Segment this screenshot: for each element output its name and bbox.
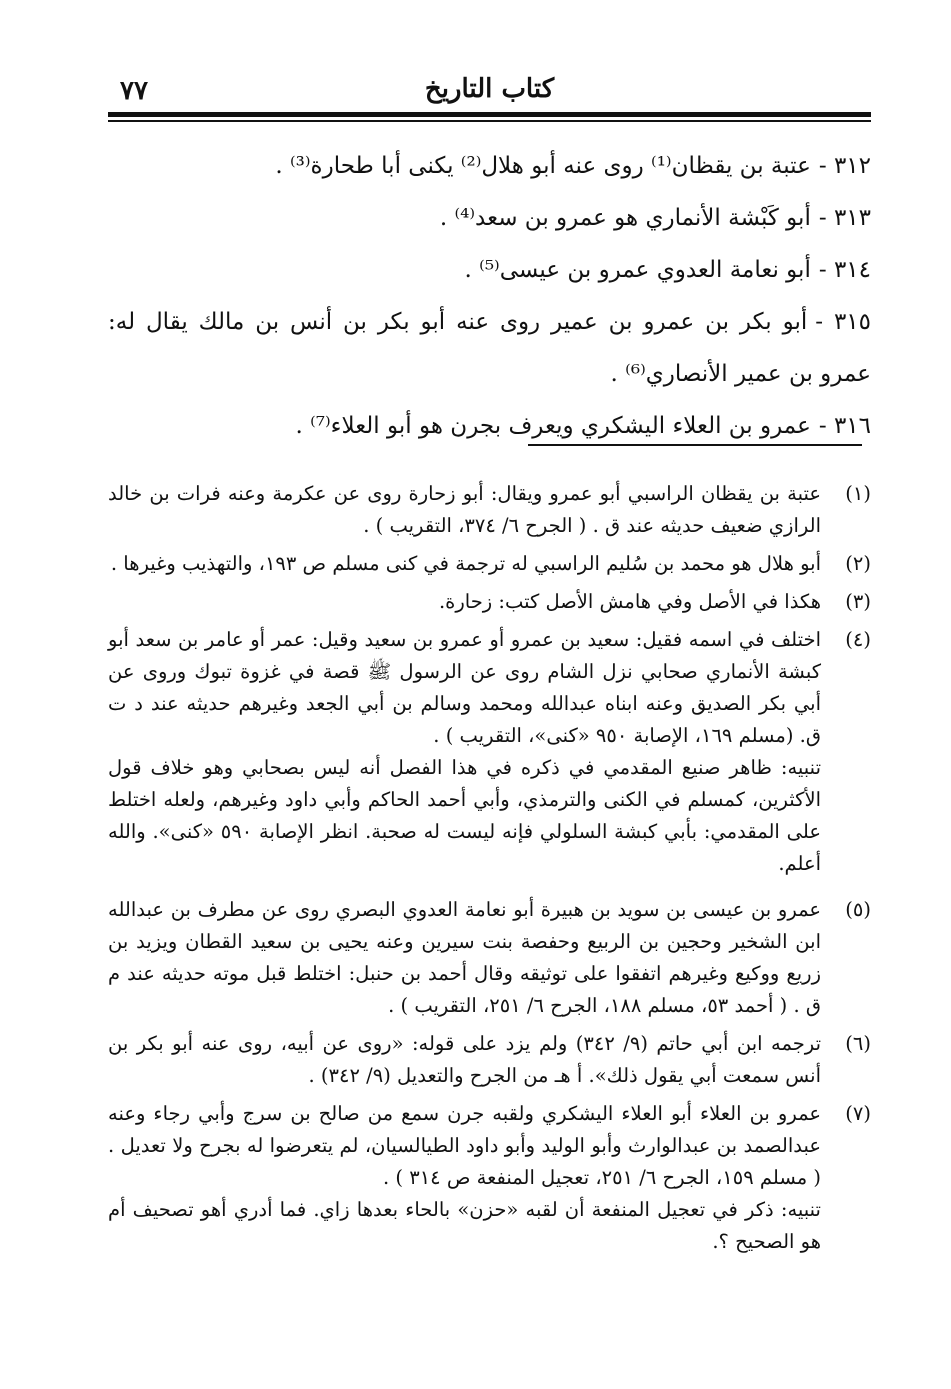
footnote-number: (٢) [845,552,871,575]
footnotes-list [108,478,871,1264]
page-header [108,72,871,112]
entry-312 [108,140,871,192]
footnote-text: اختلف في اسمه فقيل: سعيد بن عمرو أو عمرو بن سعيد وقيل: عمر أو عامر بن سعد أبو كبشة الأنماري صحابي نزل الشام روى عن الرسول ﷺ قصة في غزوة تبوك وروى عن أبي بكر الصديق وعنه ابناه عبدالله ومحمد وسالم بن أبي الجعد وغيرهم حديثه عند د ت ق. (مسلم ١٦٩، الإصابة ٩٥٠ «كنى»، التقريب ) . [108,628,821,747]
footnote-4 [108,624,871,880]
footnote-number: (٦) [845,1032,871,1055]
entry-text: أبو بكر بن عمرو بن عمير روى عنه أبو بكر بن أنس بن مالك يقال له: عمرو بن عمير الأنصاري⁽⁶⁾ . [108,309,871,387]
entry-number: ٣١٥ - [815,309,871,335]
footnote-6 [108,1028,871,1092]
footnote-text: عمرو بن عيسى بن سويد بن هبيرة أبو نعامة العدوي البصري روى عن مطرف بن عبدالله ابن الشخير وحجين بن الربيع وحفصة بنت سيرين وعنه يحيى بن سعيد القطان ويزيد بن زريع ووكيع وغيرهم اتفقوا على توثيقه وقال أحمد بن حنبل: اختلط قبل موته حديثه عند م ق . ( أحمد ٥٣، مسلم ١٨٨، الجرح ٦/ ٢٥١، التقريب ) . [108,898,821,1017]
footnote-number: (٥) [845,898,871,921]
entry-315 [108,296,871,400]
entry-number: ٣١٦ - [818,413,871,439]
entry-313 [108,192,871,244]
book-title: كتاب التاريخ [424,74,555,104]
entry-number: ٣١٣ - [818,205,871,231]
footnote-2 [108,548,871,580]
header-rule-thick [108,112,871,117]
footnote-number: (٣) [845,590,871,613]
entry-text: أبو نعامة العدوي عمرو بن عيسى⁽⁵⁾ . [464,257,811,283]
entry-text: عمرو بن العلاء اليشكري ويعرف بجرن هو أبو العلاء⁽⁷⁾ . [295,413,811,439]
footnote-5 [108,894,871,1022]
entry-314 [108,244,871,296]
footnote-7 [108,1098,871,1258]
page-number: ٧٧ [120,76,148,106]
footnote-note: تنبيه: ذكر في تعجيل المنفعة أن لقبه «حزن» بالحاء بعدها زاي. فما أدري أهو تصحيف أم هو الصحيح ؟. [108,1198,821,1253]
footnote-text: أبو هلال هو محمد بن سُليم الراسبي له ترجمة في كنى مسلم ص ١٩٣، والتهذيب وغيرها . [110,552,821,575]
entry-text: أبو كَبْشة الأنماري هو عمرو بن سعد⁽⁴⁾ . [439,205,811,231]
entry-text: عتبة بن يقظان⁽¹⁾ روى عنه أبو هلال⁽²⁾ يكنى أبا طحارة⁽³⁾ . [275,153,811,179]
entry-number: ٣١٤ - [818,257,871,283]
header-rule-thin [108,120,871,122]
footnote-text: عمرو بن العلاء أبو العلاء اليشكري ولقبه جرن سمع من صالح بن سرج وأبي رجاء وعنه عبدالصمد بن عبدالوارث وأبو الوليد وأبو داود الطيالسيان، لم يتعرضوا له بجرح ولا تعديل . ( مسلم ١٥٩، الجرح ٦/ ٢٥١، تعجيل المنفعة ص ٣١٤ ) . [108,1102,821,1189]
footnote-3 [108,586,871,618]
footnote-note: تنبيه: ظاهر صنيع المقدمي في ذكره في هذا الفصل أنه ليس بصحابي وهو خلاف قول الأكثرين، كمسلم في الكنى والترمذي، وأبي أحمد الحاكم وأبي داود وغيرهم، ولعله اختلط على المقدمي: بأبي كبشة السلولي فإنه ليست له صحبة. انظر الإصابة ٥٩٠ «كنى». والله أعلم. [108,756,821,875]
footnote-number: (٧) [845,1102,871,1125]
footnote-number: (١) [845,482,871,505]
entry-number: ٣١٢ - [818,153,871,179]
footnote-number: (٤) [845,628,871,651]
footnote-text: هكذا في الأصل وفي هامش الأصل كتب: زحارة. [438,590,821,613]
footnote-separator [528,444,862,446]
entries-list [108,140,871,452]
footnote-text: عتبة بن يقظان الراسبي أبو عمرو ويقال: أبو زحارة روى عن عكرمة وعنه فرات بن خالد الرازي ضعيف حديثه عند ق . ( الجرح ٦/ ٣٧٤، التقريب ) . [108,482,821,537]
footnote-1 [108,478,871,542]
footnote-text: ترجمه ابن أبي حاتم (٩/ ٣٤٢) ولم يزد على قوله: «روى عن أبيه، روى عنه أبو بكر بن أنس سمعت أبي يقول ذلك». أ هـ من الجرح والتعديل (٩/ ٣٤٢) . [108,1032,821,1087]
